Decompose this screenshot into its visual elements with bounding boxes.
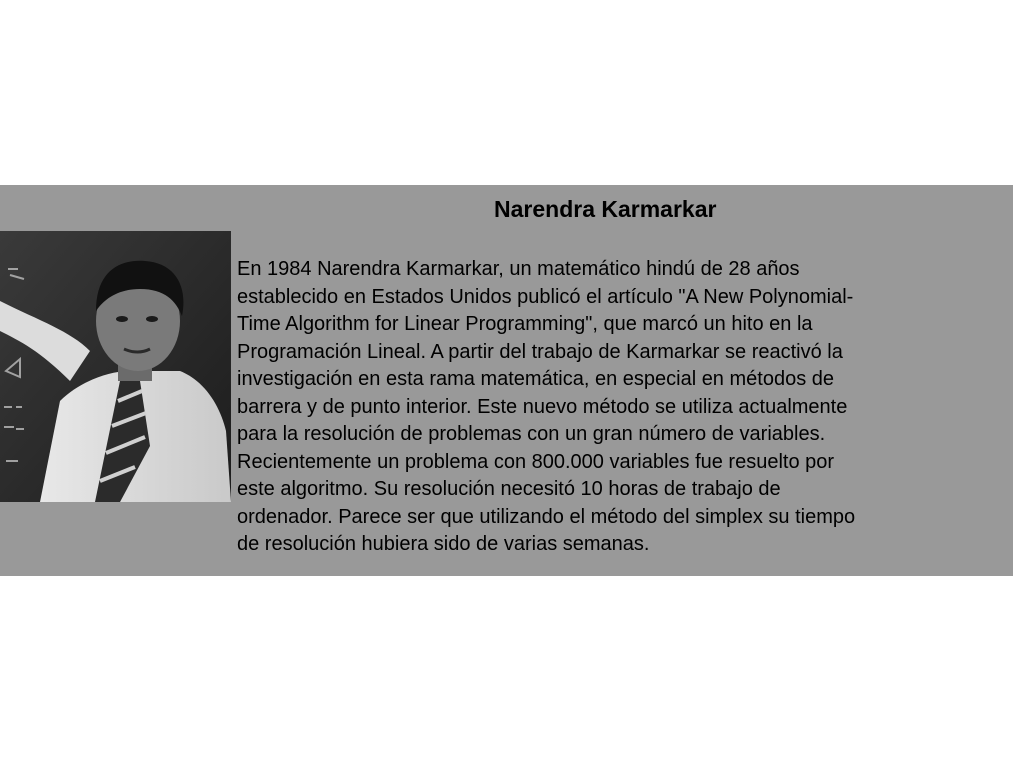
portrait-photo bbox=[0, 231, 231, 502]
bio-line: para la resolución de problemas con un gran número de variables. bbox=[237, 423, 826, 445]
bio-line: establecido en Estados Unidos publicó el artículo "A New Polynomial- bbox=[237, 285, 854, 308]
bio-line: de resolución hubiera sido de varias semanas. bbox=[237, 533, 650, 555]
bio-line: En 1984 Narendra Karmarkar, un matemático hindú de 28 años bbox=[237, 258, 800, 280]
bio-line: Programación Lineal. A partir del trabajo de Karmarkar se reactivó la bbox=[237, 340, 843, 363]
bio-line: investigación en esta rama matemática, en especial en métodos de bbox=[237, 368, 835, 390]
bio-line: este algoritmo. Su resolución necesitó 10 horas de trabajo de bbox=[237, 478, 781, 500]
bio-line: ordenador. Parece ser que utilizando el método del simplex su tiempo bbox=[237, 505, 856, 528]
bio-line: barrera y de punto interior. Este nuevo método se utiliza actualmente bbox=[237, 395, 848, 418]
bio-line: Time Algorithm for Linear Programming", que marcó un hito en la bbox=[237, 313, 813, 335]
page-title: Narendra Karmarkar bbox=[494, 196, 717, 222]
bio-line: Recientemente un problema con 800.000 variables fue resuelto por bbox=[237, 450, 835, 473]
bio-text bbox=[237, 256, 1007, 559]
